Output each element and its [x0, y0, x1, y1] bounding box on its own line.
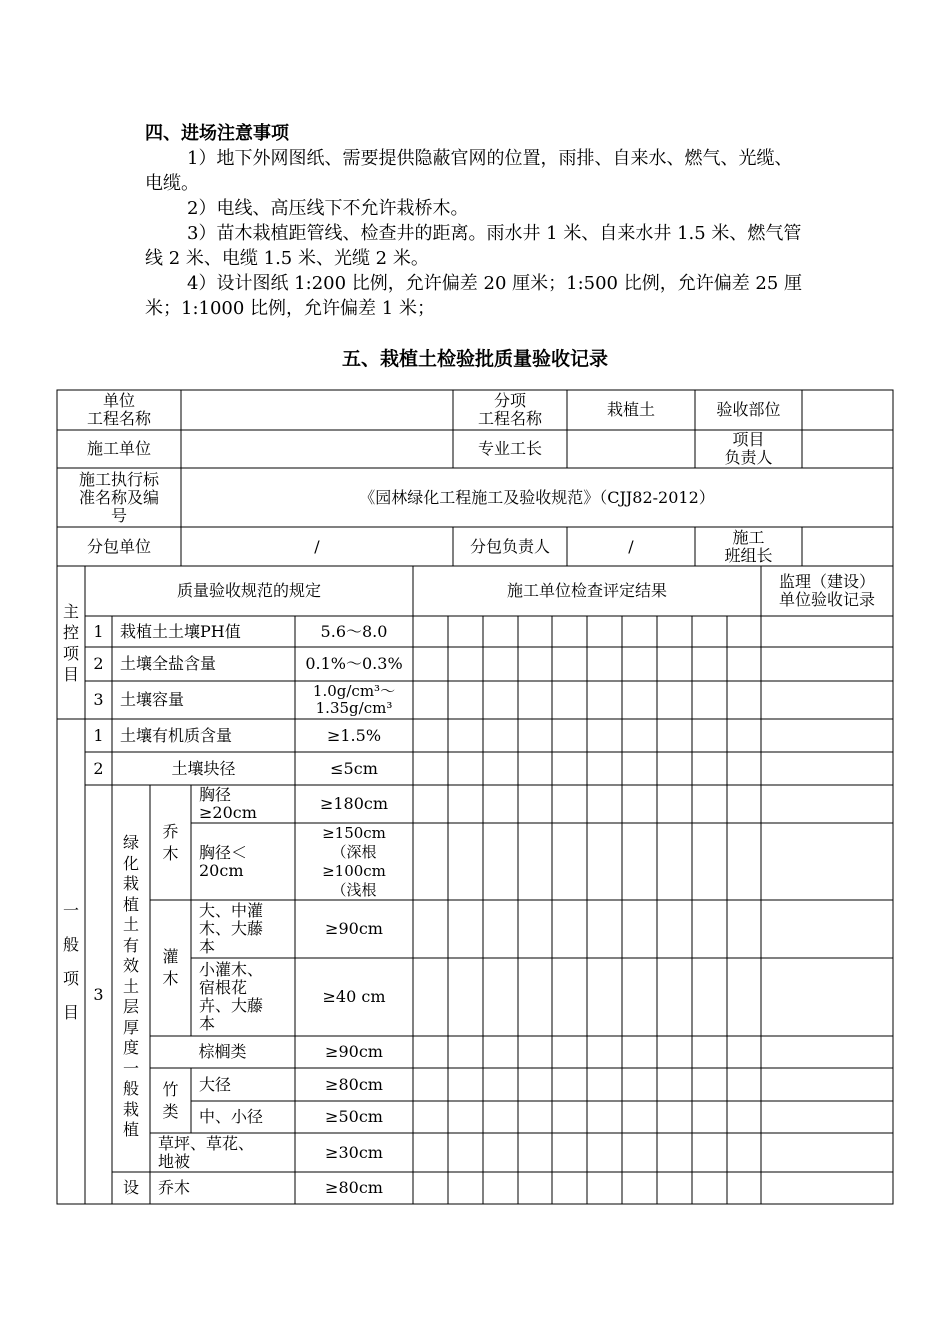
- team-leader-label: 施工 班组长: [724, 527, 773, 565]
- standard-label: 施工执行标 准名称及编 号: [78, 469, 159, 525]
- notes-heading: 四、进场注意事项: [145, 123, 289, 144]
- row-item: 草坪、草花、 地被: [158, 1133, 255, 1171]
- column-spec: 质量验收规范的规定: [176, 581, 321, 600]
- row-item: 中、小径: [199, 1107, 264, 1126]
- acceptance-part-value[interactable]: [802, 390, 893, 430]
- sub-project-label: 分项 工程名称: [477, 391, 542, 428]
- sub-project-value: 栽植土: [606, 400, 655, 419]
- row-value: ≥1.5%: [326, 725, 382, 745]
- row-value: ≥40 cm: [322, 987, 386, 1006]
- foreman-label: 专业工长: [477, 439, 542, 458]
- row-item: 胸径 ≥20cm: [199, 785, 257, 822]
- row-value: ≥30cm: [325, 1142, 383, 1162]
- row-number: 2: [93, 654, 104, 673]
- row-value: 0.1%～0.3%: [305, 654, 403, 673]
- row-item: 大径: [199, 1074, 232, 1094]
- standard-value: 《园林绿化工程施工及验收规范》（CJJ82-2012）: [359, 487, 715, 507]
- row-item: 栽植土土壤PH值: [120, 621, 241, 641]
- row-value: ≥50cm: [325, 1107, 383, 1126]
- row-item: 胸径＜ 20cm: [199, 842, 248, 880]
- general-label: 一 般 项 目: [62, 900, 79, 1022]
- column-supervision: 监理（建设） 单位验收记录: [778, 572, 875, 609]
- unit-project-value[interactable]: [181, 390, 453, 430]
- project-leader-value[interactable]: [802, 430, 893, 468]
- row-number: 3: [93, 690, 104, 709]
- bamboo-label: 竹 类: [162, 1079, 179, 1121]
- sub-leader-label: 分包负责人: [469, 536, 550, 556]
- tree-label: 乔 木: [162, 821, 179, 863]
- row-item: 大、中灌 木、大藤 本: [199, 901, 264, 956]
- construction-unit-label: 施工单位: [86, 439, 151, 458]
- row-number: 3: [93, 984, 104, 1004]
- team-leader-value[interactable]: [802, 527, 893, 566]
- unit-project-label: 单位 工程名称: [86, 391, 151, 428]
- row-number: 2: [93, 758, 104, 778]
- row-value: ≥80cm: [325, 1178, 383, 1197]
- row-item: 棕榈类: [198, 1042, 247, 1061]
- row-item: 土壤全盐含量: [120, 654, 217, 673]
- row-value: 1.0g/cm³～ 1.35g/cm³: [312, 682, 396, 717]
- note-item: 3）苗木栽植距管线、检查井的距离。雨水井 1 米、自来水井 1.5 米、燃气管线 2 米、电缆 1.5 米、光缆 2 米。: [145, 223, 802, 269]
- green-soil-label: 绿 化 栽 植 土 有 效 土 层 厚 度 一 般 栽 植: [122, 833, 139, 1139]
- row-item: 小灌木、 宿根花 卉、大藤 本: [199, 960, 264, 1033]
- row-value: 5.6～8.0: [320, 621, 388, 641]
- construction-unit-value[interactable]: [181, 430, 453, 468]
- row-number: 1: [93, 621, 104, 641]
- acceptance-part-label: 验收部位: [716, 400, 781, 419]
- subcontractor-label: 分包单位: [86, 536, 151, 556]
- sub-leader-value: /: [628, 536, 634, 556]
- row-value: ≥90cm: [325, 1042, 383, 1061]
- row-item: 土壤块径: [171, 758, 236, 778]
- row-number: 1: [93, 725, 104, 745]
- foreman-value[interactable]: [567, 430, 695, 468]
- column-result: 施工单位检查评定结果: [506, 581, 667, 600]
- shrub-label: 灌 木: [162, 947, 179, 988]
- form-title: 五、栽植土检验批质量验收记录: [341, 348, 608, 370]
- note-item: 1）地下外网图纸、需要提供隐蔽官网的位置，雨排、自来水、燃气、光缆、电缆。: [145, 148, 793, 194]
- row-item: 土壤容量: [120, 690, 185, 709]
- row-item: 乔木: [158, 1178, 191, 1197]
- note-item: 2）电线、高压线下不允许栽桥木。: [187, 198, 469, 219]
- row-item: 土壤有机质含量: [120, 725, 233, 745]
- row-value: ≥150cm （深根 ≥100cm （浅根: [322, 823, 386, 899]
- subcontractor-value: /: [314, 536, 320, 556]
- row-value: ≥80cm: [325, 1074, 383, 1094]
- row-value: ≥180cm: [319, 794, 389, 813]
- row-value: ≤5cm: [330, 758, 378, 778]
- design-label: 设: [122, 1178, 139, 1197]
- main-control-label: 主 控 项 目: [62, 601, 79, 684]
- project-leader-label: 项目 负责人: [724, 430, 773, 467]
- row-value: ≥90cm: [325, 919, 383, 938]
- note-item: 4）设计图纸 1:200 比例，允许偏差 20 厘米；1:500 比例，允许偏差 25 厘米；1:1000 比例，允许偏差 1 米；: [145, 273, 803, 319]
